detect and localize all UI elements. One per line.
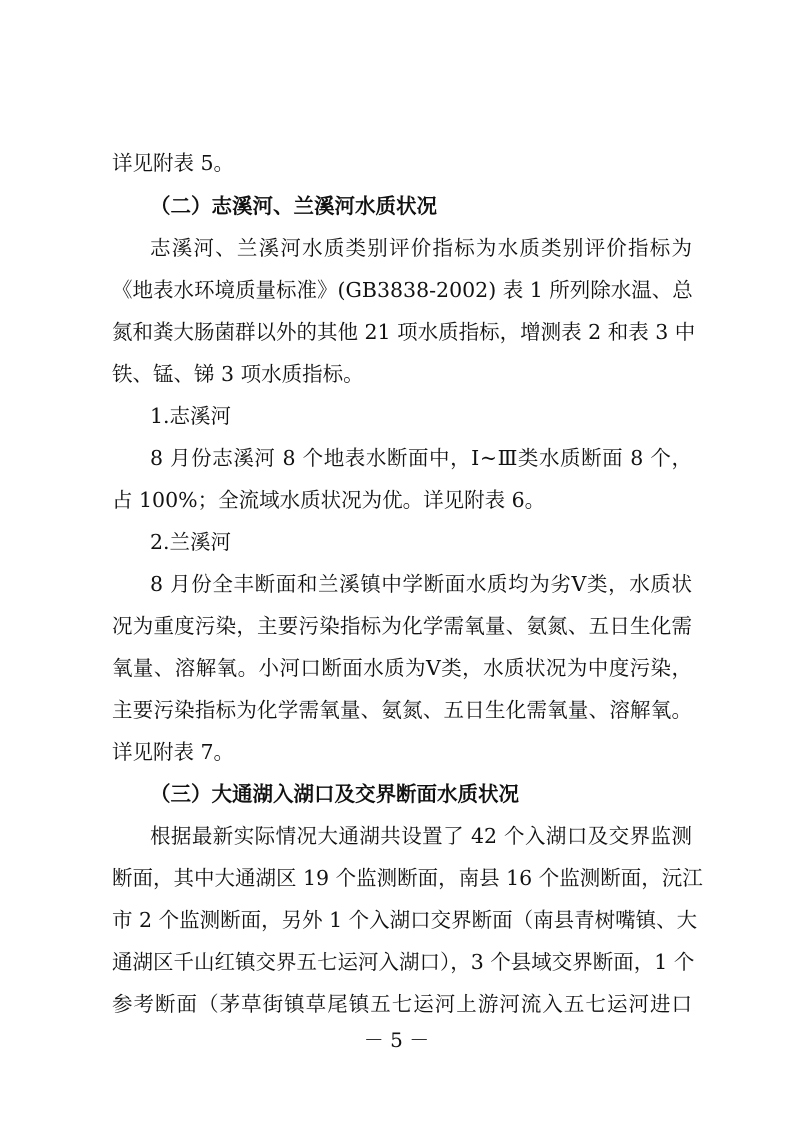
paragraph-line: 氧量、溶解氧。小河口断面水质为Ⅴ类，水质状况为中度污染，	[112, 656, 692, 680]
subsection-heading-lanxi: 2.兰溪河	[150, 530, 232, 554]
paragraph-line: 8 月份全丰断面和兰溪镇中学断面水质均为劣Ⅴ类，水质状	[150, 572, 692, 596]
paragraph-line: 详见附表 5。	[112, 151, 235, 175]
paragraph-line: 根据最新实际情况大通湖共设置了 42 个入湖口及交界监测	[150, 824, 692, 848]
paragraph-line: 况为重度污染，主要污染指标为化学需氧量、氨氮、五日生化需	[112, 614, 692, 638]
paragraph-line: 氮和粪大肠菌群以外的其他 21 项水质指标，增测表 2 和表 3 中	[112, 320, 696, 344]
paragraph-line: 断面，其中大通湖区 19 个监测断面，南县 16 个监测断面，沅江	[112, 866, 703, 890]
subsection-heading-zhixi: 1.志溪河	[150, 404, 232, 428]
paragraph-line: 主要污染指标为化学需氧量、氨氮、五日生化需氧量、溶解氧。	[112, 698, 692, 722]
paragraph-line: 参考断面（茅草街镇草尾镇五七运河上游河流入五七运河进口	[112, 992, 692, 1016]
paragraph-line: 铁、锰、锑 3 项水质指标。	[112, 362, 364, 386]
page-number: － 5 －	[363, 1028, 430, 1052]
paragraph-line: 通湖区千山红镇交界五七运河入湖口），3 个县域交界断面，1 个	[112, 950, 695, 974]
paragraph-line: 志溪河、兰溪河水质类别评价指标为水质类别评价指标为	[150, 236, 692, 260]
paragraph-line: 《地表水环境质量标准》(GB3838-2002) 表 1 所列除水温、总	[112, 278, 693, 302]
paragraph-line: 市 2 个监测断面，另外 1 个入湖口交界断面（南县青树嘴镇、大	[112, 908, 698, 932]
paragraph-line: 占 100%；全流域水质状况为优。详见附表 6。	[112, 488, 546, 512]
section-heading-datonghu: （三）大通湖入湖口及交界断面水质状况	[150, 782, 519, 806]
section-heading-zhixi-lanxi: （二）志溪河、兰溪河水质状况	[150, 194, 437, 218]
paragraph-line: 详见附表 7。	[112, 740, 235, 764]
paragraph-line: 8 月份志溪河 8 个地表水断面中，Ⅰ~Ⅲ类水质断面 8 个，	[150, 446, 692, 470]
